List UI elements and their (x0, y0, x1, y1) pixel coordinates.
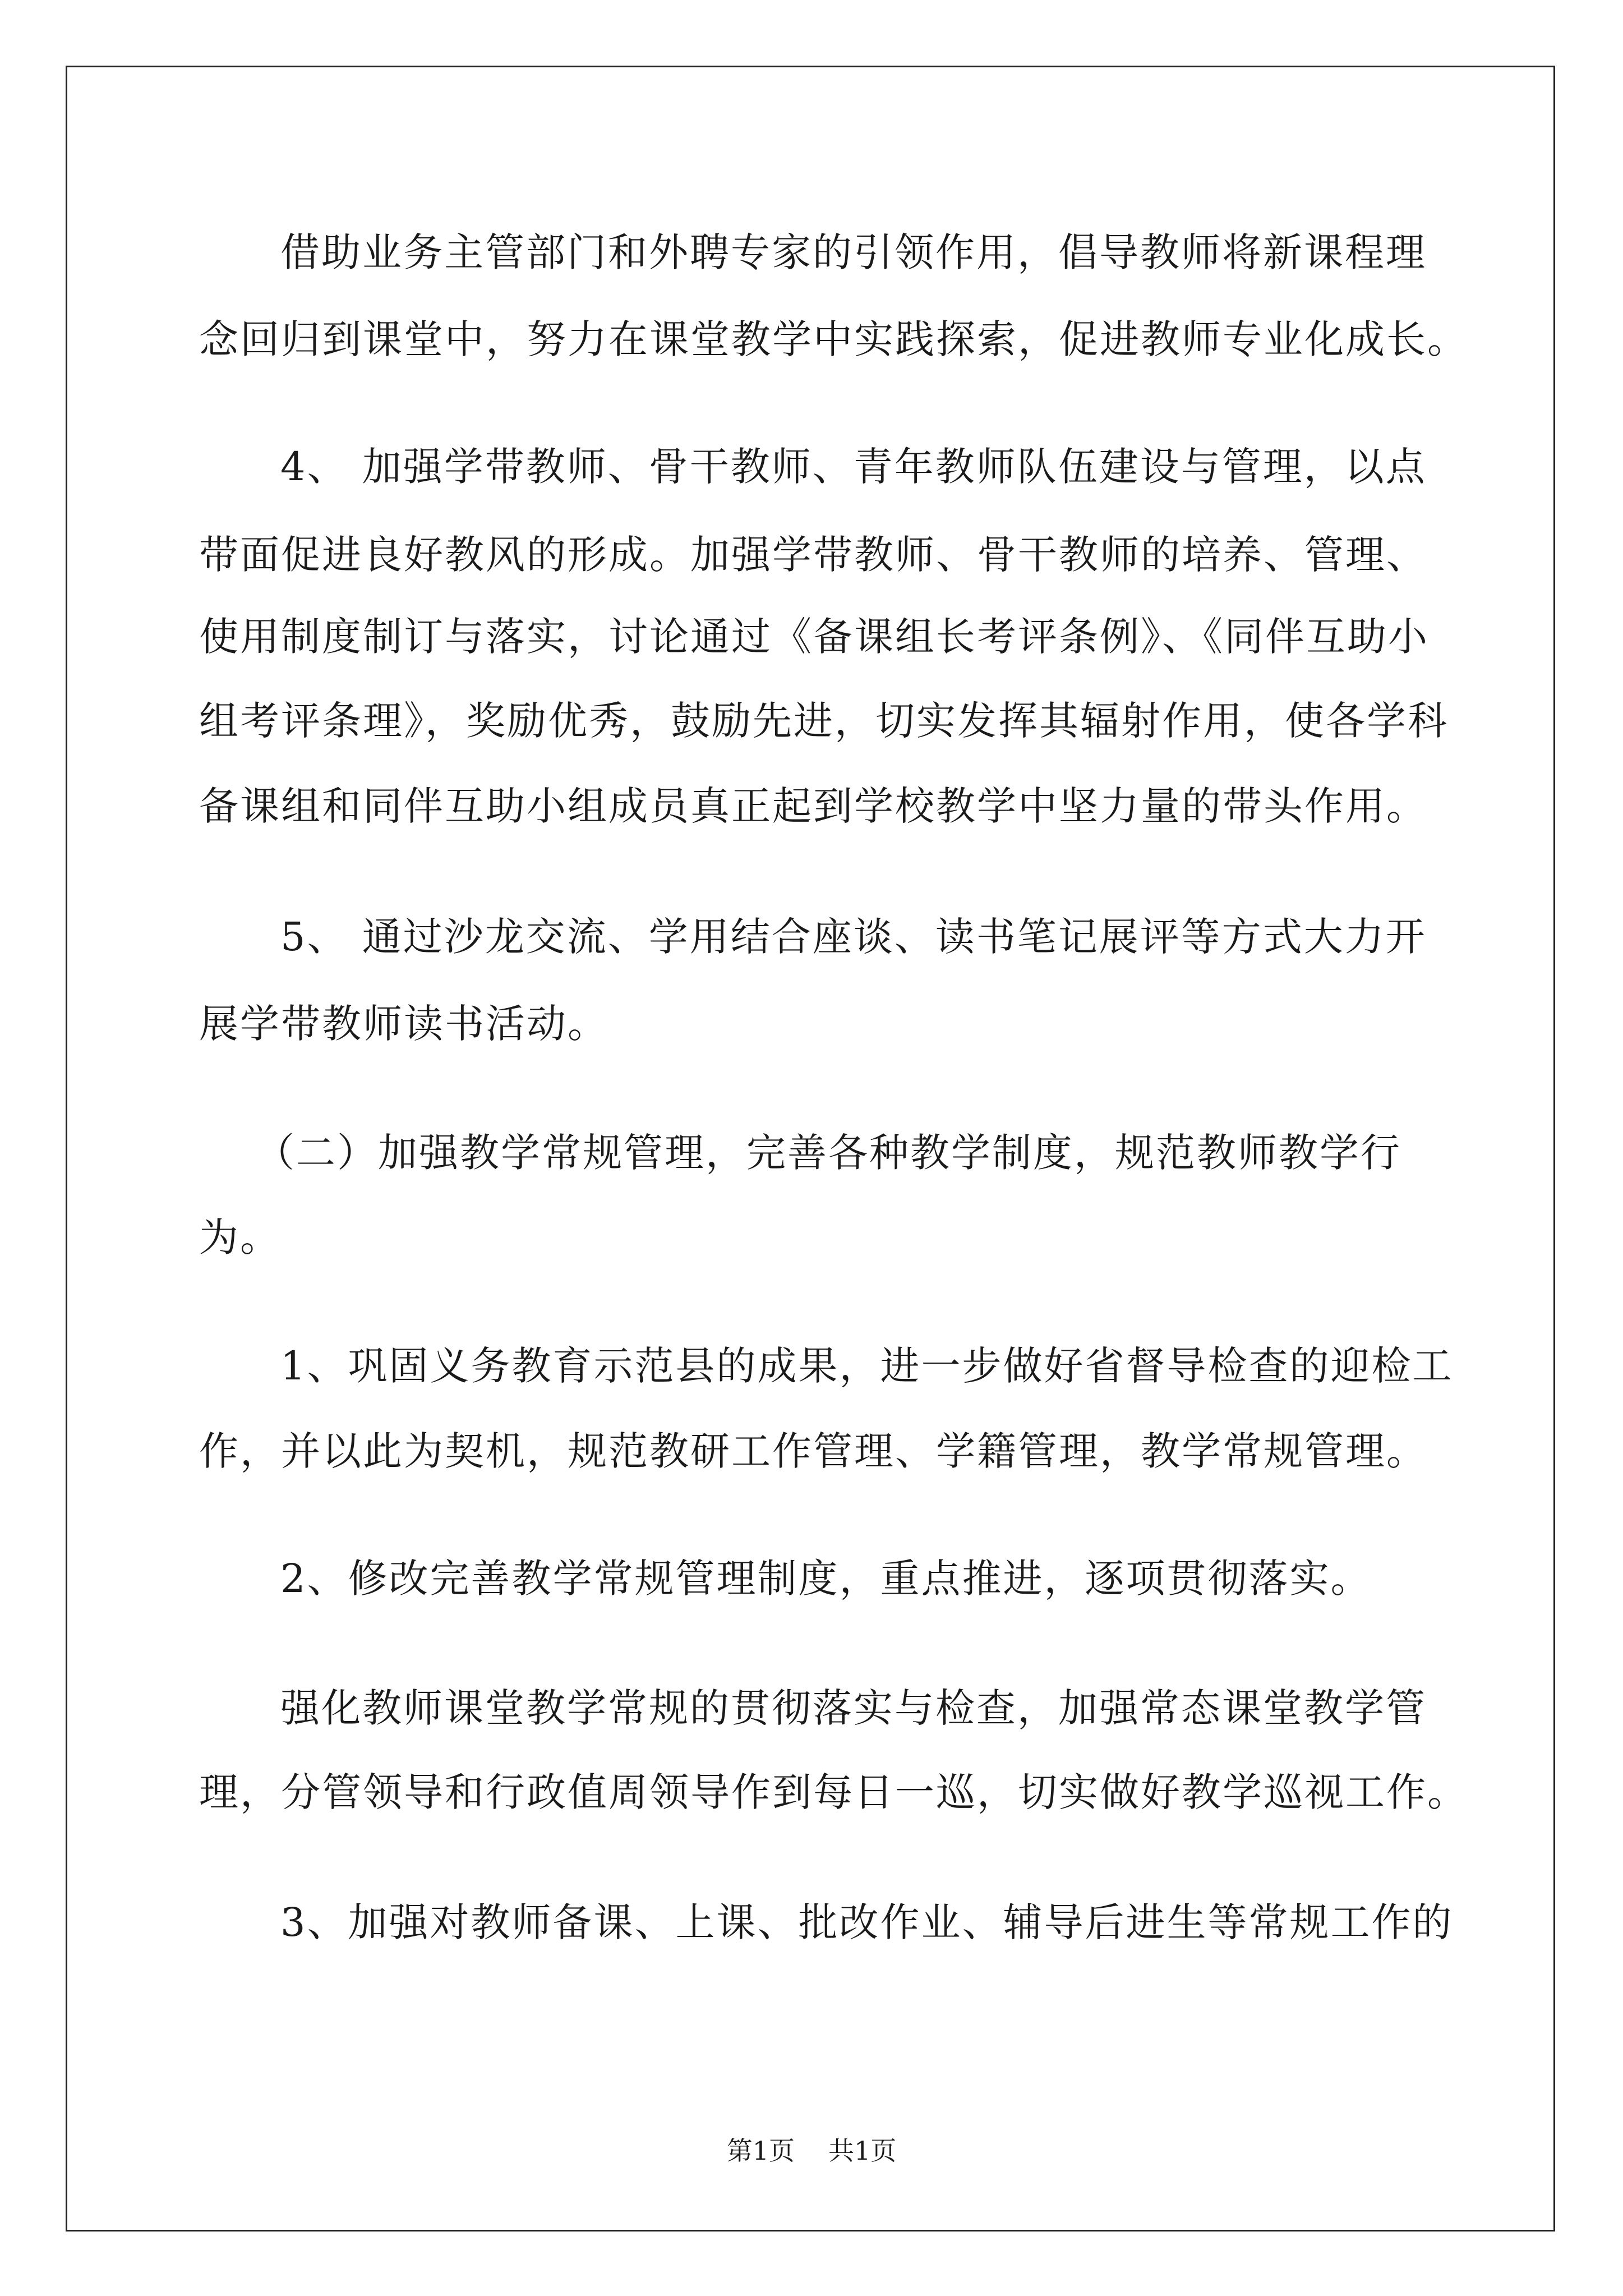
text-line: 3、加强对教师备课、上课、批改作业、辅导后进生等常规工作的 (280, 1899, 1454, 1945)
text-line: 使用制度制订与落实，讨论通过《备课组长考评条例》、《同伴互助小 (199, 614, 1429, 660)
text-line: （二）加强教学常规管理，完善各种教学制度，规范教师教学行 (255, 1130, 1401, 1176)
text-line: 理，分管领导和行政值周领导作到每日一巡，切实做好教学巡视工作。 (199, 1769, 1468, 1815)
text-line: 组考评条理》，奖励优秀，鼓励先进，切实发挥其辐射作用，使各学科 (199, 698, 1449, 744)
text-line: 4、 加强学带教师、骨干教师、青年教师队伍建设与管理，以点 (280, 444, 1427, 490)
text-line: 1、巩固义务教育示范县的成果，进一步做好省督导检查的迎检工 (280, 1343, 1454, 1389)
text-line: 5、 通过沙龙交流、学用结合座谈、读书笔记展评等方式大力开 (280, 914, 1427, 960)
text-line: 强化教师课堂教学常规的贯彻落实与检查，加强常态课堂教学管 (280, 1685, 1427, 1731)
text-line: 作，并以此为契机，规范教研工作管理、学籍管理，教学常规管理。 (199, 1428, 1427, 1474)
text-line: 借助业务主管部门和外聘专家的引领作用，倡导教师将新课程理 (280, 229, 1427, 275)
text-line: 展学带教师读书活动。 (199, 1001, 608, 1047)
page-footer (0, 2134, 1623, 2168)
page-total: 共1页 (828, 2136, 897, 2166)
page-number: 第1页 (726, 2136, 795, 2166)
text-line: 带面促进良好教风的形成。加强学带教师、骨干教师的培养、管理、 (199, 532, 1427, 578)
text-line: 备课组和同伴互助小组成员真正起到学校教学中坚力量的带头作用。 (199, 783, 1427, 829)
text-line: 为。 (199, 1214, 281, 1260)
text-line: 念回归到课堂中，努力在课堂教学中实践探索，促进教师专业化成长。 (199, 316, 1468, 362)
text-line: 2、修改完善教学常规管理制度，重点推进，逐项贯彻落实。 (280, 1556, 1372, 1602)
